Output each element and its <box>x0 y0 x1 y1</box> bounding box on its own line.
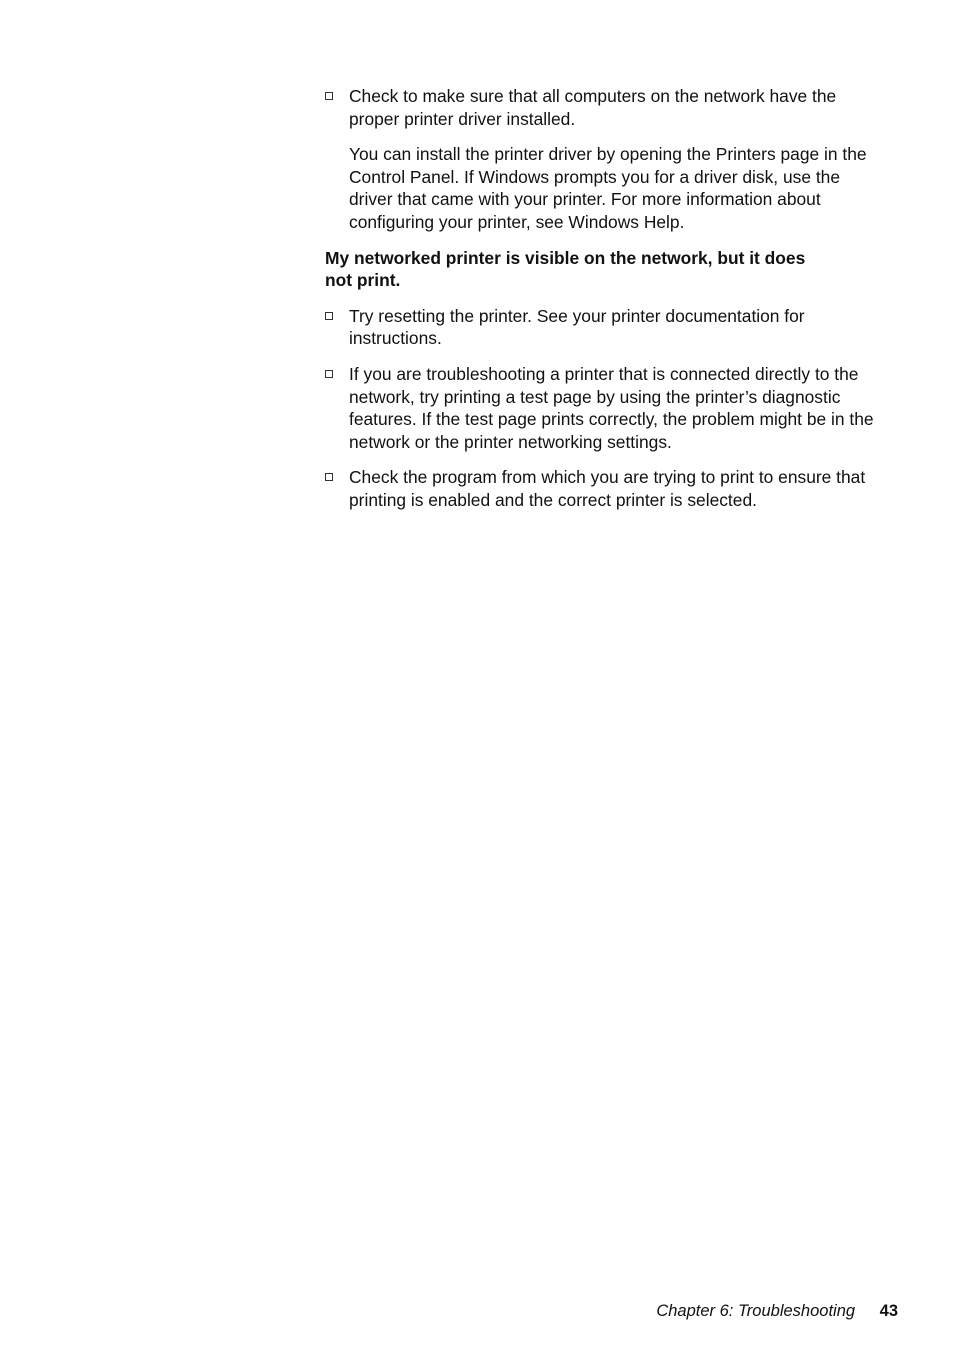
list-item <box>325 466 885 511</box>
square-bullet-icon <box>325 370 333 378</box>
bullet-text: Try resetting the printer. See your printer documentation for instructions. <box>349 305 805 349</box>
square-bullet-icon <box>325 92 333 100</box>
list-item <box>325 305 885 350</box>
bullet-text: If you are troubleshooting a printer that is connected directly to the network, try printing a test page by using the printer’s diagnostic features. If the test page prints correctly, the problem might be in the network or the printer networking settings. <box>349 363 874 452</box>
page-content <box>325 85 885 525</box>
square-bullet-icon <box>325 312 333 320</box>
page-footer <box>656 1300 898 1322</box>
page-number: 43 <box>879 1302 898 1320</box>
chapter-title: Chapter 6: Troubleshooting <box>656 1302 856 1320</box>
driver-install-paragraph: You can install the printer driver by opening the Printers page in the Control Panel. If Windows prompts you for a driver disk, use the driver that came with your printer. For more information about configuring your printer, see Windows Help. <box>349 144 867 232</box>
section-heading: My networked printer is visible on the network, but it does not print. <box>325 247 806 291</box>
list-item <box>325 363 885 453</box>
list-item <box>325 85 885 130</box>
bullet-text: Check to make sure that all computers on the network have the proper printer driver installed. <box>349 86 837 129</box>
square-bullet-icon <box>325 473 333 481</box>
bullet-text: Check the program from which you are trying to print to ensure that printing is enabled and the correct printer is selected. <box>349 467 866 510</box>
